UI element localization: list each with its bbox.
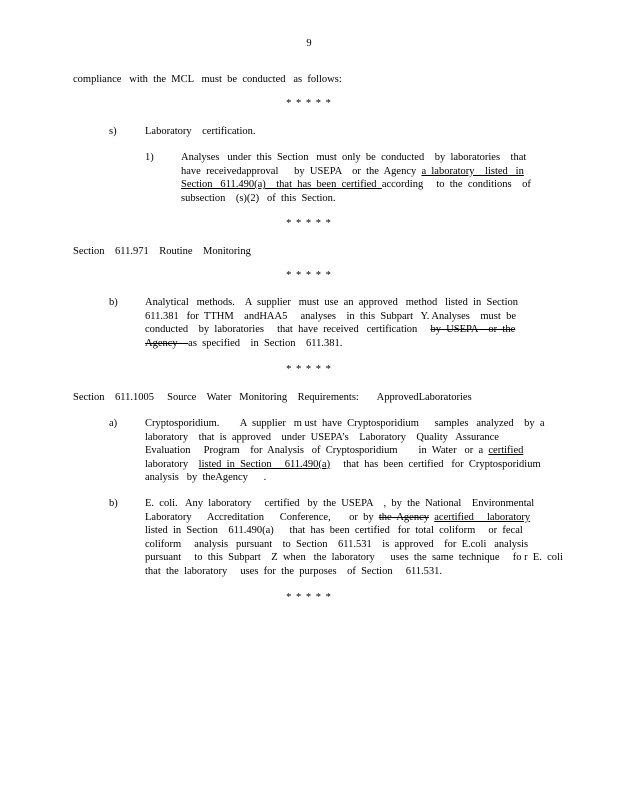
text-run: 611.381 for TTHM andHAA5 analyses in this Subpart Y. Analyses must be [145, 310, 516, 322]
section-971-b-label: b) [109, 297, 118, 308]
text-run: E. coli. Any laboratory certified by the USEPA , by the National Environmental [145, 498, 535, 509]
item-s1-paragraph [181, 151, 531, 205]
struck-deletion: Agency [145, 337, 189, 349]
text-run: analysis by theAgency . [145, 472, 267, 484]
text-line [145, 310, 521, 324]
underlined-insertion: Section 611.490(a) that has been certified [181, 179, 382, 191]
separator-2: * * * * * [286, 218, 332, 229]
section-1005-a-paragraph [145, 417, 545, 485]
text-run: have receivedapproval by USEPA or the Agency [181, 165, 422, 177]
text-line [145, 296, 521, 310]
text-line [145, 323, 521, 337]
section-971-heading: Section 611.971 Routine Monitoring [73, 246, 251, 257]
text-line [145, 524, 538, 538]
text-line [145, 551, 563, 565]
text-line [181, 165, 531, 179]
text-line [145, 471, 535, 485]
text-run: Cryptosporidium. A supplier m ust have Cryptosporidium samples analyzed by a [145, 418, 545, 429]
underlined-insertion: listed in Section 611.490(a) [198, 458, 331, 470]
text-run: Evaluation Program for Analysis of Cryptosporidium in Water or a [145, 445, 489, 457]
text-run: subsection (s)(2) of this Section. [181, 192, 336, 204]
underlined-insertion: certified [488, 445, 524, 457]
text-run: laboratory [145, 458, 199, 470]
struck-deletion: the Agency [378, 511, 429, 523]
text-line [181, 192, 531, 206]
section-971-b-paragraph [145, 296, 521, 350]
text-run: laboratory that is approved under USEPA’s Laboratory Quality Assurance [145, 431, 499, 443]
underlined-insertion: a laboratory listed in [421, 165, 524, 177]
page-number: 9 [306, 38, 312, 49]
text-run: listed in Section 611.490(a) that has been certified for total coliform or fecal [145, 525, 523, 537]
text-line [145, 444, 535, 458]
text-line [145, 337, 521, 351]
section-1005-heading: Section 611.1005 Source Water Monitoring Requirements: ApprovedLaboratories [73, 392, 472, 403]
item-s1-label: 1) [145, 152, 154, 163]
item-s-title: Laboratory certification. [145, 126, 256, 137]
text-line [181, 151, 531, 165]
text-run: that has been certified for Cryptosporidium [330, 458, 541, 470]
text-line [145, 497, 538, 511]
text-line [145, 511, 538, 525]
section-1005-b-label: b) [109, 498, 118, 509]
text-run: Analytical methods. A supplier must use an approved method listed in Section [145, 297, 518, 308]
text-run: coliform analysis pursuant to Section 611.531 is approved for E.coli analysis [145, 538, 529, 550]
underlined-insertion: acertified laboratory [434, 511, 531, 523]
section-1005-b-paragraph [145, 497, 563, 579]
text-run: that the laboratory uses for the purposes of Section 611.531. [145, 565, 443, 577]
intro-line: compliance with the MCL must be conducted as follows: [73, 74, 342, 85]
separator-1: * * * * * [286, 98, 332, 109]
text-run: according to the conditions of [381, 179, 531, 191]
text-line [145, 565, 538, 579]
text-line [145, 431, 535, 445]
text-run: as specified in Section 611.381. [188, 337, 343, 349]
section-1005-a-label: a) [109, 418, 118, 429]
text-run: conducted by laboratories that have received certification [145, 324, 431, 336]
text-run: Analyses under this Section must only be conducted by laboratories that [181, 152, 527, 163]
separator-4: * * * * * [286, 364, 332, 375]
separator-5: * * * * * [286, 592, 332, 603]
separator-3: * * * * * [286, 270, 332, 281]
text-line [145, 538, 538, 552]
item-s-label: s) [109, 126, 117, 137]
text-line [145, 417, 545, 431]
text-line [145, 458, 541, 472]
text-line [181, 178, 531, 192]
text-run: Laboratory Accreditation Conference, or by [145, 511, 379, 523]
text-run: pursuant to this Subpart Z when the laboratory uses the same technique fo r E. coli [145, 552, 563, 564]
struck-deletion: by USEPA or the [430, 324, 516, 336]
